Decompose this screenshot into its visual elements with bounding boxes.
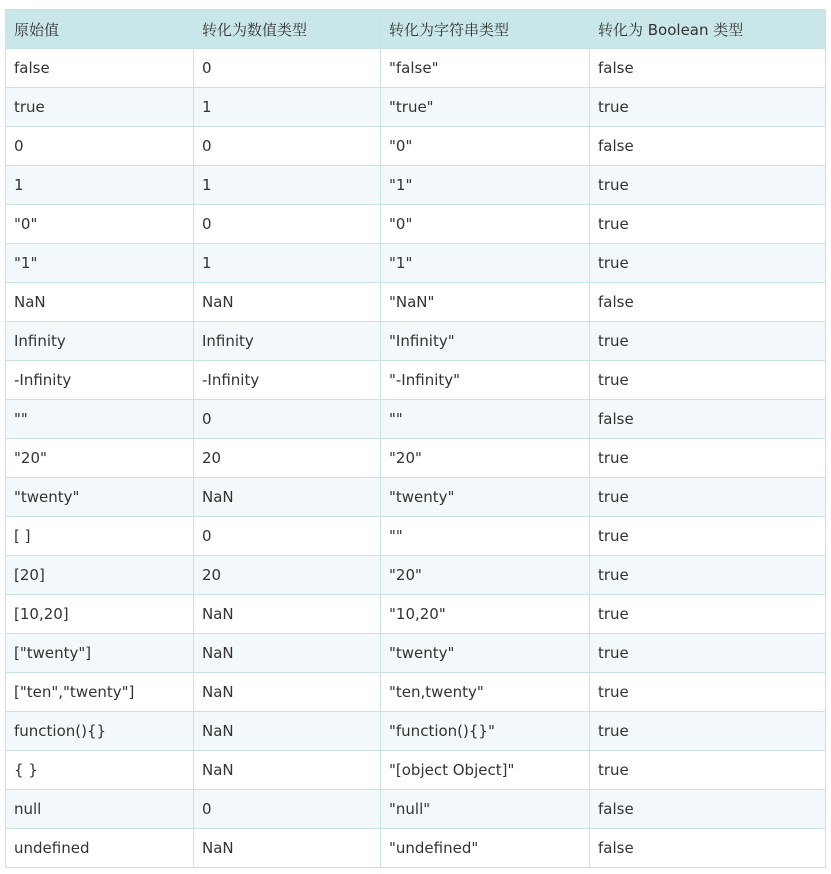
cell-to-boolean: true bbox=[590, 712, 826, 751]
cell-original-value: function(){} bbox=[6, 712, 194, 751]
header-to-boolean: 转化为 Boolean 类型 bbox=[590, 10, 826, 49]
cell-original-value: [10,20] bbox=[6, 595, 194, 634]
cell-to-number: 0 bbox=[194, 790, 381, 829]
table-body bbox=[6, 49, 826, 868]
cell-original-value: [ ] bbox=[6, 517, 194, 556]
cell-to-number: 20 bbox=[194, 439, 381, 478]
cell-to-string: "10,20" bbox=[381, 595, 590, 634]
cell-original-value: Infinity bbox=[6, 322, 194, 361]
cell-to-string: "1" bbox=[381, 166, 590, 205]
table-row bbox=[6, 205, 826, 244]
cell-original-value: NaN bbox=[6, 283, 194, 322]
cell-to-number: NaN bbox=[194, 751, 381, 790]
cell-to-string: "0" bbox=[381, 205, 590, 244]
cell-to-boolean: false bbox=[590, 283, 826, 322]
cell-to-string: "-Infinity" bbox=[381, 361, 590, 400]
table-row bbox=[6, 49, 826, 88]
table-row bbox=[6, 751, 826, 790]
cell-to-number: 0 bbox=[194, 400, 381, 439]
cell-to-boolean: true bbox=[590, 439, 826, 478]
cell-to-string: "twenty" bbox=[381, 634, 590, 673]
cell-to-number: NaN bbox=[194, 673, 381, 712]
cell-original-value: "twenty" bbox=[6, 478, 194, 517]
table-row bbox=[6, 595, 826, 634]
table-row bbox=[6, 517, 826, 556]
cell-to-boolean: true bbox=[590, 478, 826, 517]
table-row bbox=[6, 283, 826, 322]
table-row bbox=[6, 556, 826, 595]
cell-to-number: 0 bbox=[194, 49, 381, 88]
header-to-number: 转化为数值类型 bbox=[194, 10, 381, 49]
cell-to-boolean: true bbox=[590, 322, 826, 361]
cell-to-string: "0" bbox=[381, 127, 590, 166]
table-row bbox=[6, 790, 826, 829]
cell-original-value: "" bbox=[6, 400, 194, 439]
cell-to-number: 20 bbox=[194, 556, 381, 595]
cell-to-number: 1 bbox=[194, 88, 381, 127]
table-row bbox=[6, 439, 826, 478]
cell-to-string: "ten,twenty" bbox=[381, 673, 590, 712]
cell-to-number: NaN bbox=[194, 478, 381, 517]
cell-to-number: NaN bbox=[194, 634, 381, 673]
cell-to-string: "undefined" bbox=[381, 829, 590, 868]
cell-to-string: "20" bbox=[381, 439, 590, 478]
cell-to-boolean: true bbox=[590, 361, 826, 400]
cell-original-value: "20" bbox=[6, 439, 194, 478]
cell-to-number: NaN bbox=[194, 595, 381, 634]
cell-to-boolean: true bbox=[590, 673, 826, 712]
table-row bbox=[6, 829, 826, 868]
cell-to-string: "" bbox=[381, 400, 590, 439]
cell-to-boolean: false bbox=[590, 790, 826, 829]
cell-original-value: ["ten","twenty"] bbox=[6, 673, 194, 712]
table-row bbox=[6, 322, 826, 361]
cell-to-string: "twenty" bbox=[381, 478, 590, 517]
cell-to-boolean: true bbox=[590, 88, 826, 127]
header-to-string: 转化为字符串类型 bbox=[381, 10, 590, 49]
cell-original-value: null bbox=[6, 790, 194, 829]
table-row bbox=[6, 400, 826, 439]
cell-to-boolean: false bbox=[590, 49, 826, 88]
cell-to-number: NaN bbox=[194, 283, 381, 322]
cell-original-value: 0 bbox=[6, 127, 194, 166]
table-row bbox=[6, 244, 826, 283]
table-row bbox=[6, 127, 826, 166]
cell-to-number: NaN bbox=[194, 712, 381, 751]
table-row bbox=[6, 634, 826, 673]
cell-to-string: "function(){}" bbox=[381, 712, 590, 751]
cell-to-boolean: false bbox=[590, 400, 826, 439]
cell-to-string: "true" bbox=[381, 88, 590, 127]
table-row bbox=[6, 88, 826, 127]
cell-to-string: "null" bbox=[381, 790, 590, 829]
header-original-value: 原始值 bbox=[6, 10, 194, 49]
cell-original-value: "0" bbox=[6, 205, 194, 244]
cell-to-boolean: false bbox=[590, 829, 826, 868]
header-row bbox=[6, 10, 826, 49]
table-header bbox=[6, 10, 826, 49]
cell-to-number: 0 bbox=[194, 205, 381, 244]
table-row bbox=[6, 712, 826, 751]
cell-to-boolean: true bbox=[590, 205, 826, 244]
cell-to-string: "1" bbox=[381, 244, 590, 283]
cell-to-boolean: true bbox=[590, 244, 826, 283]
cell-to-string: "Infinity" bbox=[381, 322, 590, 361]
cell-to-boolean: true bbox=[590, 751, 826, 790]
cell-to-boolean: true bbox=[590, 517, 826, 556]
cell-to-string: "" bbox=[381, 517, 590, 556]
cell-original-value: { } bbox=[6, 751, 194, 790]
cell-to-number: 1 bbox=[194, 244, 381, 283]
type-conversion-table-container bbox=[5, 9, 825, 868]
cell-to-number: 0 bbox=[194, 127, 381, 166]
table-row bbox=[6, 673, 826, 712]
cell-original-value: "1" bbox=[6, 244, 194, 283]
table-row bbox=[6, 361, 826, 400]
cell-to-number: 1 bbox=[194, 166, 381, 205]
cell-to-boolean: false bbox=[590, 127, 826, 166]
cell-original-value: true bbox=[6, 88, 194, 127]
cell-original-value: false bbox=[6, 49, 194, 88]
cell-original-value: ["twenty"] bbox=[6, 634, 194, 673]
cell-original-value: undefined bbox=[6, 829, 194, 868]
cell-original-value: -Infinity bbox=[6, 361, 194, 400]
cell-to-boolean: true bbox=[590, 595, 826, 634]
cell-to-string: "false" bbox=[381, 49, 590, 88]
cell-original-value: [20] bbox=[6, 556, 194, 595]
cell-to-boolean: true bbox=[590, 634, 826, 673]
cell-to-boolean: true bbox=[590, 166, 826, 205]
cell-to-number: 0 bbox=[194, 517, 381, 556]
cell-to-boolean: true bbox=[590, 556, 826, 595]
cell-to-number: -Infinity bbox=[194, 361, 381, 400]
cell-to-number: Infinity bbox=[194, 322, 381, 361]
table-row bbox=[6, 166, 826, 205]
table-row bbox=[6, 478, 826, 517]
cell-to-string: "20" bbox=[381, 556, 590, 595]
cell-original-value: 1 bbox=[6, 166, 194, 205]
cell-to-string: "NaN" bbox=[381, 283, 590, 322]
cell-to-number: NaN bbox=[194, 829, 381, 868]
cell-to-string: "[object Object]" bbox=[381, 751, 590, 790]
type-conversion-table bbox=[5, 9, 826, 868]
